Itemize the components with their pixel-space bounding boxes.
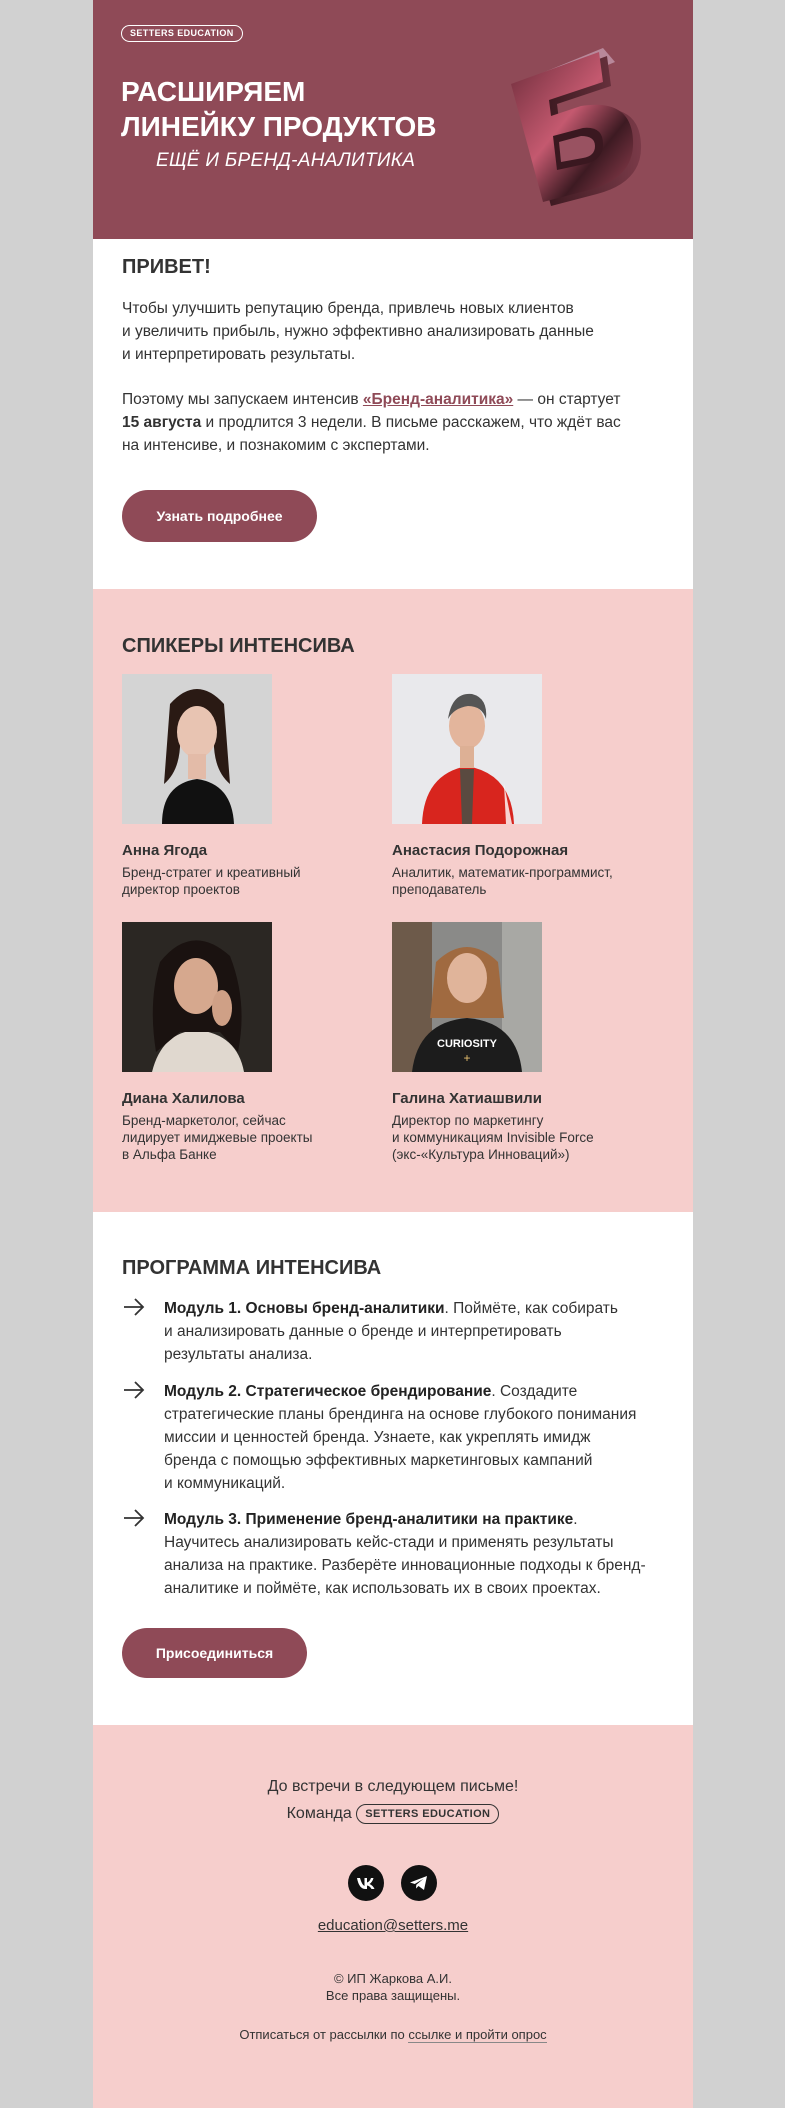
join-button[interactable]: Присоединиться (122, 1628, 307, 1678)
program-module-2: Модуль 2. Стратегическое брендирование. Создадите стратегические планы брендинга на основе глубокого понимания миссии и ценностей бренда. Узнаете, как укреплять имидж бренда с помощью эффективных маркетинговых кампаний и коммуникаций. (164, 1383, 637, 1492)
email-line (93, 1917, 693, 1934)
speaker-photo-anastasia (392, 674, 542, 824)
arrow-right-icon (122, 1297, 146, 1317)
svg-text:+: + (463, 1051, 471, 1065)
hero-title: РАСШИРЯЕМ ЛИНЕЙКУ ПРОДУКТОВ (121, 76, 437, 142)
program-module-3: Модуль 3. Применение бренд-аналитики на практике. Научитесь анализировать кейс-стади и применять результаты анализа на практике. Разберёте инновационные подходы к бренд- аналитике и поймёте, как использовать их в своих проектах. (164, 1511, 646, 1597)
hero-subtitle: ЕЩЁ И БРЕНД-АНАЛИТИКА (156, 150, 416, 171)
team-signature: Команда SETTERS EDUCATION (93, 1804, 693, 1824)
speaker-name: Анна Ягода (122, 842, 208, 859)
greeting-paragraph-1: Чтобы улучшить репутацию бренда, привлечь новых клиентов и увеличить прибыль, нужно эффективно анализировать данные и интерпретировать результаты. (122, 300, 594, 363)
intensive-link[interactable]: «Бренд-аналитика» (362, 391, 514, 408)
arrow-right-icon (122, 1508, 146, 1528)
brand-logo: SETTERS EDUCATION (121, 25, 243, 42)
speaker-photo-anna (122, 674, 272, 824)
vk-icon[interactable] (348, 1865, 384, 1901)
hero-banner (93, 0, 693, 239)
program-title: ПРОГРАММА ИНТЕНСИВА (122, 1257, 382, 1279)
email-body (93, 0, 693, 2108)
speaker-role: Директор по маркетингу и коммуникациям Invisible Force (экс-«Культура Инноваций») (392, 1113, 594, 1162)
speaker-name: Диана Халилова (122, 1090, 245, 1107)
speakers-title: СПИКЕРЫ ИНТЕНСИВА (122, 635, 355, 657)
copyright-text: © ИП Жаркова А.И. (333, 1971, 452, 1986)
speaker-role: Аналитик, математик-программист, преподаватель (392, 865, 613, 897)
speakers-section (93, 589, 693, 1212)
speaker-name: Галина Хатиашвили (392, 1090, 542, 1107)
program-section (93, 1212, 693, 1725)
speaker-role: Бренд-маркетолог, сейчас лидирует имиджевые проекты в Альфа Банке (122, 1113, 313, 1162)
telegram-icon[interactable] (401, 1865, 437, 1901)
rights-text: Все права защищены. (325, 1988, 461, 2003)
speaker-photo-diana (122, 922, 272, 1072)
speaker-name: Анастасия Подорожная (392, 842, 569, 859)
unsubscribe-text: Отписаться от рассылки по ссылке и пройти опрос (239, 2027, 547, 2042)
footer-section (93, 1725, 693, 2108)
brand-logo: SETTERS EDUCATION (356, 1804, 499, 1824)
program-module-1: Модуль 1. Основы бренд-аналитики. Поймёте, как собирать и анализировать данные о бренде и интерпретировать результаты анализа. (164, 1300, 618, 1363)
shirt-text: CURIOSITY (437, 1038, 497, 1050)
farewell-text: До встречи в следующем письме! (267, 1778, 519, 1795)
learn-more-button[interactable]: Узнать подробнее (122, 490, 317, 542)
contact-email-link[interactable]: education@setters.me (317, 1917, 469, 1934)
greeting-section (93, 239, 693, 589)
speaker-role: Бренд-стратег и креативный директор проектов (122, 865, 301, 897)
greeting-paragraph-2: Поэтому мы запускаем интенсив «Бренд-аналитика» — он стартует 15 августа и продлится 3 недели. В письме расскажем, что ждёт вас на интенсиве, и познакомим с экспертами. (122, 391, 621, 454)
speaker-photo-galina (392, 922, 542, 1072)
greeting-title: ПРИВЕТ! (122, 256, 211, 278)
arrow-right-icon (122, 1380, 146, 1400)
unsubscribe-link[interactable]: ссылке и пройти опрос (408, 2027, 547, 2042)
3d-letter-b-logo-icon (503, 40, 643, 210)
